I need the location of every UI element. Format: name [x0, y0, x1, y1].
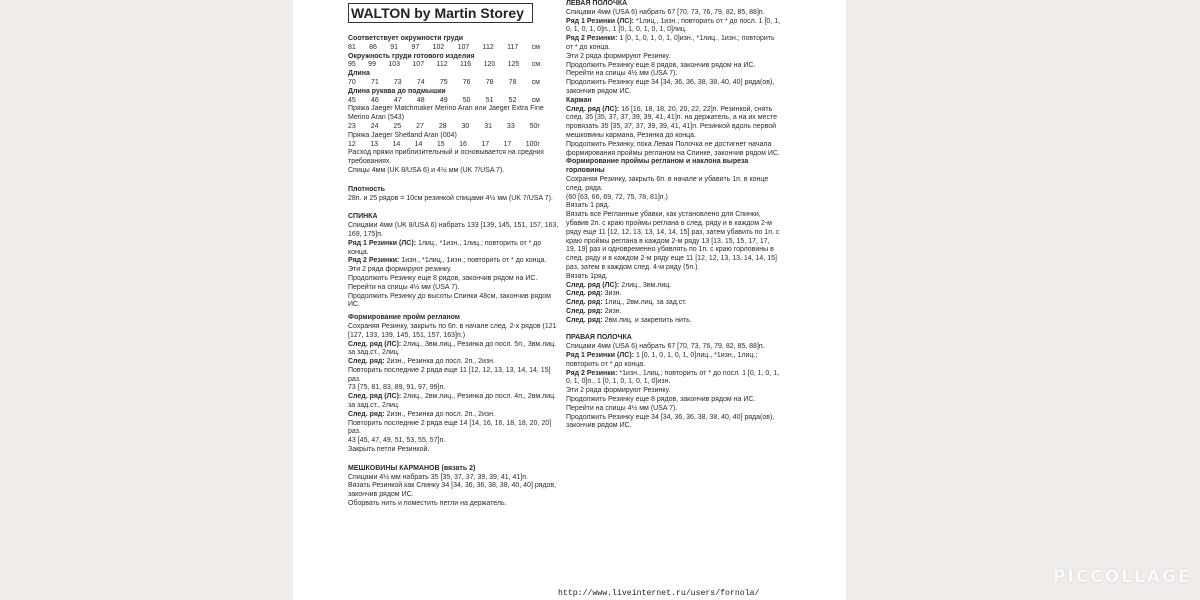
row-text: 3изн.	[604, 290, 622, 298]
row-text: *1изн., 1лиц.; повторить от * до посл. 1 [0, 1, 0, 1, 0, 1, 0]п., 1 [0, 1, 0, 1, 0, 1, 0]изн.	[566, 369, 780, 386]
finished-sizes-row	[348, 61, 540, 70]
left-front-switch-needles: Перейти на спицы 4½ мм (USA 7).	[566, 70, 678, 78]
pattern-page	[293, 0, 846, 600]
back-heading: СПИНКА	[348, 213, 378, 221]
length-sizes-row	[348, 79, 540, 88]
yarn-1-text: Пряжа Jaeger Matchmaker Merino Aran или Jaeger Extra Fine Merino Aran (543)	[348, 105, 544, 122]
row-label: След. ряд (ЛС):	[566, 105, 620, 113]
right-front-switch-needles: Перейти на спицы 4½ мм (USA 7).	[566, 404, 678, 412]
size-value: 52	[508, 96, 517, 104]
back-continue-2: Продолжить Резинку до высоты Спинки 48см, закончив рядом ИС.	[348, 292, 551, 309]
back-row-a	[348, 341, 563, 359]
pockets-cast-on: Спицами 4½ мм набрать 35 [35, 37, 37, 39, 39, 41, 41]п.	[348, 473, 528, 481]
row-text: 2вм.лиц. и закрепить нить.	[604, 316, 692, 324]
size-value: 30	[461, 122, 470, 130]
size-value: 14	[414, 140, 423, 148]
row-label: След. ряд (ЛС):	[348, 393, 402, 401]
size-value: 17	[481, 140, 490, 148]
pocket-row	[566, 106, 781, 141]
left-front-work-row-1: Вязать 1 ряд.	[566, 202, 610, 210]
right-front-cast-on: Спицами 4мм (USA 6) набрать 67 [70, 73, 76, 79, 82, 85, 88]п.	[566, 343, 765, 351]
row-text: 2изн., Резинка до посл. 2п., 2изн.	[386, 358, 495, 366]
length-heading: Длина	[348, 70, 370, 78]
back-row-d	[348, 411, 563, 420]
row-text: 16 [16, 18, 18, 20, 20, 22, 22]п. Резинкой, снять след. 35 [35, 37, 37, 39, 39, 41, 41]п. на держатель, а на их месте провязать 35 [35, 37, 37, 39, 39, 41, 41]п. Резинкой вдоль первой мешковины кармана, Резинка до конца.	[566, 105, 777, 139]
row-text: 2изн.	[604, 307, 622, 315]
chest-heading: Соответствует окружности груди	[348, 35, 464, 42]
size-value: 112	[436, 61, 448, 69]
row-label: След. ряд:	[566, 290, 603, 298]
size-value: 27	[416, 122, 424, 130]
size-value: 33	[506, 122, 515, 130]
left-front-continue-2: Продолжить Резинку еще 34 [34, 36, 36, 38, 38, 40, 40] ряда(ов), закончив рядом ИС.	[566, 79, 775, 95]
left-front-final-row-2	[566, 290, 781, 299]
left-front-continue-1: Продолжить Резинку еще 8 рядов, закончив рядом на ИС.	[566, 61, 756, 69]
row-label: След. ряд (ЛС):	[348, 340, 402, 348]
row-text: 1лиц., 2вм.лиц. за зад.ст.	[604, 299, 687, 307]
size-value: 24	[370, 122, 379, 130]
row-text: 1лиц., *1изн., 1лиц.; повторить от * до конца.	[348, 239, 542, 256]
size-value: 76	[462, 78, 471, 86]
back-count-2: 43 [45, 47, 49, 51, 53, 55, 57]п.	[348, 437, 446, 445]
size-value: 78	[508, 78, 517, 86]
size-value: 12	[348, 140, 356, 148]
yarn-2-text: Пряжа Jaeger Shetland Aran (004)	[348, 131, 457, 139]
size-value: см	[531, 61, 540, 69]
right-column	[566, 0, 781, 431]
row-text: 2лиц., 3вм.лиц.	[621, 281, 672, 289]
row-label: След. ряд:	[566, 316, 603, 324]
size-value: см	[531, 43, 540, 51]
row-label: След. ряд:	[348, 410, 385, 418]
tension-text: 28п. и 25 рядов = 10см резинкой спицами 4½ мм (UK 7/USA 7).	[348, 194, 553, 202]
pockets-knit: Вязать Резинкой как Спинку 34 [34, 36, 36, 38, 38, 40, 40] рядов, закончив рядом ИС.	[348, 482, 557, 499]
left-front-shaping-intro: Сохраняя Резинку, закрыть 6п. в начале и убавить 1п. в конце след. ряда.	[566, 175, 769, 192]
back-switch-needles: Перейти на спицы 4½ мм (USA 7).	[348, 283, 460, 291]
back-rib-row-1	[348, 240, 563, 258]
size-value: 112	[482, 43, 494, 51]
size-value: см	[531, 78, 540, 86]
row-label: Ряд 2 Резинки:	[566, 35, 618, 43]
row-text: 2лиц., 2вм.лиц., Резинка до посл. 4п., 2вм.лиц. за зад.ст., 2лиц.	[348, 393, 557, 410]
size-value: 107	[457, 43, 470, 51]
size-value: 100г	[525, 140, 540, 148]
row-label: Ряд 1 Резинки (ЛС):	[566, 352, 634, 360]
left-front-rib-row-1	[566, 18, 781, 36]
size-value: 17	[503, 140, 512, 148]
size-value: 91	[390, 43, 399, 51]
row-label: Ряд 2 Резинки:	[566, 369, 618, 377]
tension-heading: Плотность	[348, 185, 385, 193]
left-front-final-row-4	[566, 308, 781, 317]
size-value: 120	[483, 61, 496, 69]
size-value: 99	[368, 61, 376, 69]
back-repeat-2: Повторить последние 2 ряда еще 14 [14, 16, 16, 18, 18, 20, 20] раз.	[348, 419, 552, 436]
size-value: 95	[348, 61, 356, 69]
back-count-1: 73 [75, 81, 83, 89, 91, 97, 99]п.	[348, 384, 446, 392]
row-text: *1лиц., 1изн.; повторить от * до посл. 1 [0, 1, 0, 1, 0, 1, 0]п., 1 [0, 1, 0, 1, 0, 1, 0]лиц.	[566, 17, 781, 34]
yarn-note: Расход пряжи приблизительный и основывается на средних требованиях.	[348, 149, 545, 166]
finished-chest-heading: Окружность груди готового изделия	[348, 52, 475, 60]
size-value: 102	[432, 43, 445, 51]
size-value: 70	[348, 78, 356, 86]
size-value: 117	[507, 43, 519, 51]
back-row-c	[348, 393, 563, 411]
watermark-logo: PICCOLLAGE	[1053, 567, 1192, 587]
sleeve-heading: Длина рукава до подмышки	[348, 87, 446, 95]
size-value: 50г	[529, 122, 540, 130]
pockets-hold: Оборвать нить и поместить петли на держатель.	[348, 500, 507, 508]
row-label: След. ряд (ЛС):	[566, 281, 620, 289]
size-value: 28	[438, 122, 447, 130]
size-value: 97	[411, 43, 420, 51]
back-rib-note: Эти 2 ряда формируют резинку.	[348, 266, 452, 274]
size-value: 78	[485, 78, 494, 86]
size-value: 47	[393, 96, 402, 104]
size-value: 23	[348, 122, 356, 130]
back-raglan-heading: Формирование пройм регланом	[348, 314, 460, 322]
back-raglan-intro: Сохраняя Резинку, закрыть по 6п. в начале след. 2-х рядов (121 [127, 133, 139, 145, 151, 157, 163]п.)	[348, 322, 557, 339]
size-value: 16	[459, 140, 467, 148]
source-url: http://www.liveinternet.ru/users/fornola/	[558, 589, 760, 598]
size-value: 103	[388, 61, 401, 69]
size-value: 45	[348, 96, 356, 104]
left-front-heading: ЛЕВАЯ ПОЛОЧКА	[566, 0, 628, 7]
left-front-cast-on: Спицами 4мм (USA 6) набрать 67 [70, 73, 76, 79, 82, 85, 88]п.	[566, 8, 765, 16]
pattern-title: WALTON by Martin Storey	[348, 3, 533, 23]
row-text: 2лиц., 3вм.лиц., Резинка до посл. 5п., 3вм.лиц. за зад.ст., 2лиц.	[348, 340, 557, 357]
back-continue-1: Продолжить Резинку еще 8 рядов, закончив рядом на ИС.	[348, 274, 538, 282]
back-rib-row-2	[348, 257, 563, 266]
yarn-1-amounts	[348, 123, 540, 132]
size-value: 86	[369, 43, 377, 51]
size-value: 14	[392, 140, 401, 148]
row-text: 1изн., *1лиц., 1изн.; повторить от * до конца.	[401, 257, 547, 265]
left-front-shaping-count: (60 [63, 66, 69, 72, 75, 78, 81]п.)	[566, 193, 668, 201]
size-value: 13	[370, 140, 379, 148]
right-front-rib-note: Эти 2 ряда формируют Резинку.	[566, 387, 671, 395]
pocket-continue: Продолжить Резинку, пока Левая Полочка не достигнет начала формирования проймы регланом на Спинке, закончив рядом ИС.	[566, 140, 780, 157]
row-label: Ряд 1 Резинки (ЛС):	[566, 17, 634, 25]
row-label: След. ряд:	[348, 358, 385, 366]
left-front-shaping-heading: Формирование проймы регланом и наклона выреза горловины	[566, 158, 749, 175]
left-front-rib-note: Эти 2 ряда формируют Резинку.	[566, 52, 671, 60]
right-front-continue-2: Продолжить Резинку еще 34 [34, 36, 36, 38, 38, 40, 40] ряда(ов), закончив рядом ИС.	[566, 413, 775, 430]
back-bind-off: Закрыть петли Резинкой.	[348, 446, 430, 454]
needles-text: Спицы 4мм (UK 8/USA 6) и 4½ мм (UK 7/USA 7).	[348, 166, 505, 174]
right-front-rib-row-1	[566, 352, 781, 370]
size-value: 73	[393, 78, 402, 86]
size-value: 15	[436, 140, 445, 148]
size-value: 81	[348, 43, 356, 51]
row-text: 2изн., Резинка до посл. 2п., 2изн.	[386, 410, 495, 418]
row-label: След. ряд:	[566, 307, 603, 315]
size-value: 125	[507, 61, 520, 69]
size-value: 107	[412, 61, 425, 69]
chest-sizes-row	[348, 44, 540, 53]
back-row-b	[348, 358, 563, 367]
left-front-decreases: Вязать все Регланные убавки, как установлено для Спинки, убавив 2п. с краю проймы реглана в след. ряду и в каждом 2-м ряду еще 11 [12, 12, 13, 13, 14, 14, 15] раз, затем убавить по 1п. с краю проймы реглана в каждом 2-м ряду 13 [13, 15, 15, 17, 17, 19, 19] раз и одновременно убавлять по 1п. с краю горловины в след. ряду и в каждом 2-м ряду еще 11 [12, 12, 13, 13, 14, 14, 15] раз, затем в каждом след. 4-м ряду (5п.).	[566, 211, 780, 271]
size-value: 49	[439, 96, 448, 104]
row-text: 1 [0, 1, 0, 1, 0, 1, 0]лиц., *1изн., 1лиц.; повторить от * до конца.	[566, 352, 758, 368]
left-column	[348, 0, 563, 509]
pocket-heading: Карман	[566, 96, 592, 104]
left-front-final-row-3	[566, 299, 781, 308]
left-front-final-row-1	[566, 282, 781, 291]
right-front-rib-row-2	[566, 370, 781, 388]
sleeve-sizes-row	[348, 97, 540, 106]
back-repeat-1: Повторить последние 2 ряда еще 11 [12, 12, 13, 13, 14, 14, 15] раз.	[348, 366, 551, 383]
size-value: 31	[484, 122, 493, 130]
size-value: 46	[370, 96, 379, 104]
left-front-rib-row-2	[566, 35, 781, 53]
pockets-heading: МЕШКОВИНЫ КАРМАНОВ (вязать 2)	[348, 464, 476, 472]
size-value: 116	[460, 61, 472, 69]
right-front-heading: ПРАВАЯ ПОЛОЧКА	[566, 334, 632, 342]
row-label: Ряд 1 Резинки (ЛС):	[348, 239, 416, 247]
back-cast-on: Спицами 4мм (UK 8/USA 6) набрать 133 [139, 145, 151, 157, 163, 169, 175]п.	[348, 222, 559, 238]
size-value: 71	[370, 78, 379, 86]
row-label: След. ряд:	[566, 299, 603, 307]
size-value: см	[531, 96, 540, 104]
row-label: Ряд 2 Резинки:	[348, 257, 400, 265]
size-value: 75	[439, 78, 448, 86]
right-front-continue-1: Продолжить Резинку еще 8 рядов, закончив рядом на ИС.	[566, 396, 756, 404]
size-value: 51	[485, 96, 494, 104]
size-value: 50	[462, 96, 471, 104]
row-text: 1 [0, 1, 0, 1, 0, 1, 0]изн., *1лиц., 1изн.; повторить от * до конца.	[566, 35, 775, 51]
size-value: 25	[393, 122, 402, 130]
left-front-final-row-5	[566, 317, 781, 326]
left-front-work-row-2: Вязать 1ряд.	[566, 272, 608, 280]
size-value: 48	[416, 96, 425, 104]
size-value: 74	[416, 78, 425, 86]
